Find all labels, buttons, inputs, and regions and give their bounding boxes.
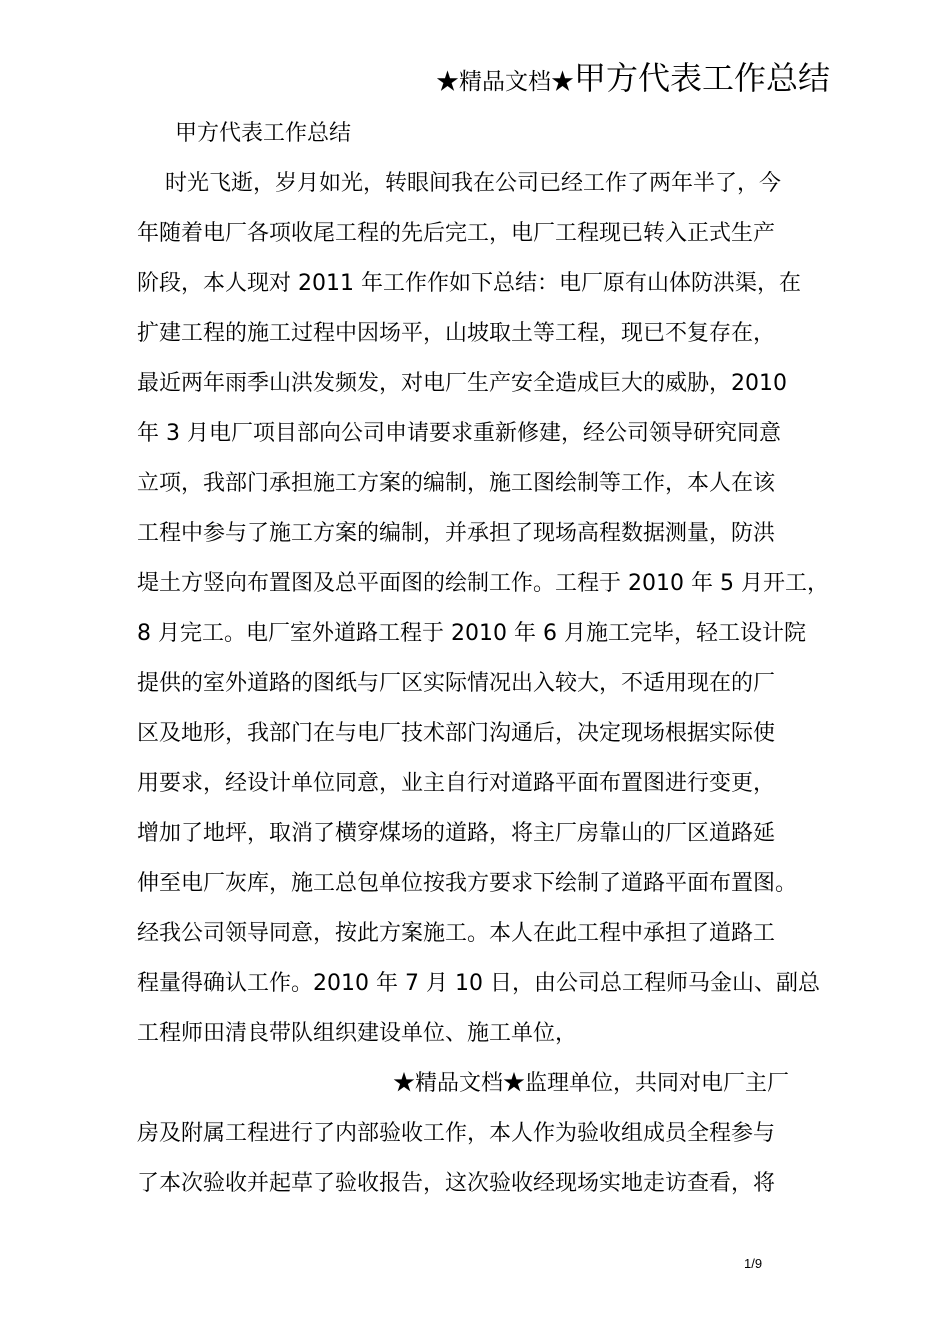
document-title: 甲方代表工作总结 [175, 121, 352, 146]
continuation-text: 监理单位，共同对电厂主厂 [525, 1071, 790, 1096]
page-number: 1/9 [744, 1256, 763, 1271]
body-line: 经我公司领导同意，按此方案施工。本人在此工程中承担了道路工 [137, 921, 776, 946]
body-line: 8 月完工。电厂室外道路工程于 2010 年 6 月施工完毕，轻工设计院 [137, 621, 806, 646]
body-line: 伸至电厂灰库，施工总包单位按我方要求下绘制了道路平面布置图。 [137, 871, 798, 896]
header-title: 甲方代表工作总结 [573, 59, 830, 97]
body-line: 立项，我部门承担施工方案的编制，施工图绘制等工作，本人在该 [137, 471, 776, 496]
header-badge: ★精品文档★ [435, 69, 574, 95]
body-line: 阶段，本人现对 2011 年工作作如下总结：电厂原有山体防洪渠，在 [137, 271, 801, 296]
body-line: 年随着电厂各项收尾工程的先后完工，电厂工程现已转入正式生产 [137, 221, 776, 246]
body-line: 时光飞逝，岁月如光，转眼间我在公司已经工作了两年半了，今 [165, 171, 782, 196]
body-line: 用要求，经设计单位同意，业主自行对道路平面布置图进行变更， [137, 771, 776, 796]
body-line: 工程中参与了施工方案的编制，并承担了现场高程数据测量，防洪 [137, 521, 776, 546]
body-line: 房及附属工程进行了内部验收工作，本人作为验收组成员全程参与 [137, 1121, 776, 1146]
section-continuation-line [393, 1066, 789, 1102]
body-line: 堤土方竖向布置图及总平面图的绘制工作。工程于 2010 年 5 月开工， [137, 571, 829, 596]
body-line: 提供的室外道路的图纸与厂区实际情况出入较大，不适用现在的厂 [137, 671, 776, 696]
body-line: 最近两年雨季山洪发频发，对电厂生产安全造成巨大的威胁，2010 [137, 371, 787, 396]
body-line: 程量得确认工作。2010 年 7 月 10 日，由公司总工程师马金山、副总 [137, 971, 820, 996]
body-line: 区及地形，我部门在与电厂技术部门沟通后，决定现场根据实际使 [137, 721, 776, 746]
body-line: 增加了地坪，取消了横穿煤场的道路，将主厂房靠山的厂区道路延 [137, 821, 776, 846]
inline-badge: ★精品文档★ [393, 1071, 526, 1096]
body-line: 了本次验收并起草了验收报告，这次验收经现场实地走访查看，将 [137, 1171, 776, 1196]
body-line: 年 3 月电厂项目部向公司申请要求重新修建，经公司领导研究同意 [137, 421, 781, 446]
body-line: 工程师田清良带队组织建设单位、施工单位， [137, 1021, 578, 1046]
page-header [436, 58, 830, 104]
body-line: 扩建工程的施工过程中因场平，山坡取土等工程，现已不复存在， [137, 321, 776, 346]
